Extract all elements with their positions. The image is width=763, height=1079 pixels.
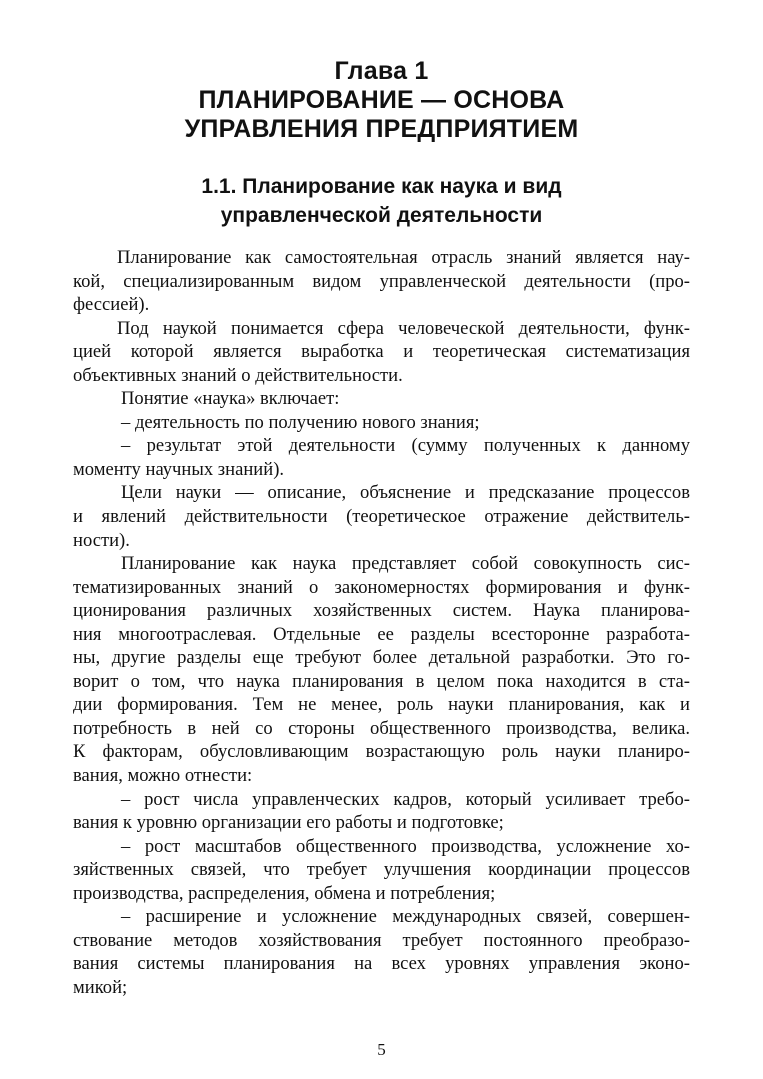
text-line: зяйственных связей, что требует улучшения координации процессов bbox=[73, 859, 690, 881]
text-line: моменту научных знаний). bbox=[73, 458, 285, 480]
text-line: К факторам, обусловливающим возрастающую роль науки планиро- bbox=[73, 741, 690, 763]
chapter-title-line-2: УПРАВЛЕНИЯ ПРЕДПРИЯТИЕМ bbox=[184, 115, 579, 143]
text-line: вания к уровню организации его работы и подготовке; bbox=[73, 812, 504, 834]
text-line: вания, можно отнести: bbox=[73, 765, 253, 787]
text-line: Цели науки — описание, объяснение и предсказание процессов bbox=[121, 482, 690, 504]
text-line: тематизированных знаний о закономерностях формирования и функ- bbox=[73, 576, 690, 598]
text-line: микой; bbox=[73, 976, 128, 998]
text-line: ния многоотраслевая. Отдельные ее разделы всесторонне разработа- bbox=[73, 623, 690, 645]
text-line: объективных знаний о действительности. bbox=[73, 364, 403, 386]
text-line: – рост масштабов общественного производства, усложнение хо- bbox=[121, 835, 690, 857]
body-text bbox=[73, 246, 690, 1000]
text-line: – результат этой деятельности (сумму полученных к данному bbox=[121, 435, 690, 457]
text-line: производства, распределения, обмена и потребления; bbox=[73, 882, 496, 904]
text-line: цией которой является выработка и теоретическая систематизация bbox=[73, 341, 690, 363]
text-line: ны, другие разделы еще требуют более детальной разработки. Это го- bbox=[73, 647, 690, 669]
text-line: ционирования различных хозяйственных систем. Наука планирова- bbox=[73, 600, 690, 622]
text-line: ворит о том, что наука планирования в целом пока находится в ста- bbox=[73, 670, 690, 692]
text-line: кой, специализированным видом управленческой деятельности (про- bbox=[73, 270, 690, 292]
text-line: Планирование как самостоятельная отрасль знаний является нау- bbox=[117, 247, 690, 268]
chapter-heading bbox=[0, 57, 763, 144]
text-line: фессией). bbox=[73, 294, 150, 316]
chapter-title-line-1: ПЛАНИРОВАНИЕ — ОСНОВА bbox=[198, 86, 565, 114]
text-line: ствование методов хозяйствования требует постоянного преобразо- bbox=[73, 929, 690, 951]
section-title-line-2: управленческой деятельности bbox=[220, 204, 543, 227]
text-line: – рост числа управленческих кадров, который усиливает требо- bbox=[121, 788, 690, 810]
text-line: – расширение и усложнение международных связей, совершен- bbox=[121, 906, 690, 928]
text-line: – деятельность по получению нового знания; bbox=[121, 411, 480, 433]
text-line: Планирование как наука представляет собой совокупность сис- bbox=[121, 553, 690, 575]
section-heading bbox=[0, 172, 763, 230]
chapter-number: Глава 1 bbox=[334, 57, 429, 85]
text-line: вания системы планирования на всех уровнях управления эконо- bbox=[73, 953, 690, 975]
text-line: потребность в ней со стороны общественного производства, велика. bbox=[73, 717, 690, 739]
section-title-line-1: 1.1. Планирование как наука и вид bbox=[201, 175, 562, 198]
text-line: и явлений действительности (теоретическое отражение действитель- bbox=[73, 506, 690, 528]
text-line: Под наукой понимается сфера человеческой деятельности, функ- bbox=[117, 317, 690, 339]
text-line: Понятие «наука» включает: bbox=[121, 388, 340, 410]
text-line: ности). bbox=[73, 529, 130, 551]
page-number: 5 bbox=[377, 1040, 386, 1059]
text-line: дии формирования. Тем не менее, роль науки планирования, как и bbox=[73, 694, 690, 716]
